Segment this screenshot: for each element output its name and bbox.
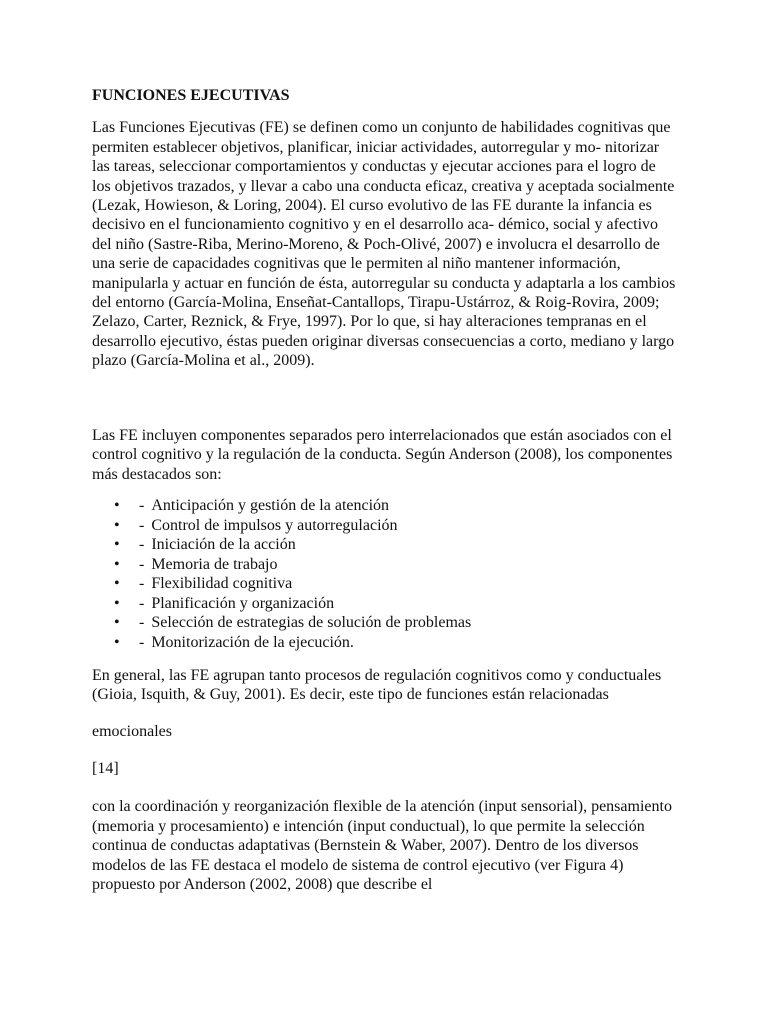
bullet-icon: • [114,516,120,534]
list-item-text: Flexibilidad cognitiva [151,575,293,593]
paragraph-definition: Las Funciones Ejecutivas (FE) se definen como un conjunto de habilidades cognitivas que permiten establecer objetivos, planificar, iniciar actividades, autorregular y mo- nitorizar las tareas, seleccionar comportamientos y conductas y ejecutar acciones para el logro de los objetivos trazados, y llevar a cabo una conducta eficaz, creativa y aceptada socialmente (Lezak, Howieson, & Loring, 2004). El curso evolutivo de las FE durante la infancia es decisivo en el funcionamiento cognitivo y en el desarrollo aca- démico, social y afectivo del niño (Sastre-Riba, Merino-Moreno, & Poch-Olivé, 2007) e involucra el desarrollo de una serie de capacidades cognitivas que le permiten al niño mantener información, manipularla y actuar en función de ésta, autorregular su conducta y adaptarla a los cambios del entorno (García-Molina, Enseñat-Cantallops, Tirapu-Ustárroz, & Roig-Rovira, 2009; Zelazo, Carter, Reznick, & Frye, 1997). Por lo que, si hay alteraciones tempranas en el desarrollo ejecutivo, éstas pueden originar diversas consecuencias a corto, mediano y largo plazo (García-Molina et al., 2009). [92,119,676,370]
list-item [92,496,677,516]
dash-marker: - [139,634,145,652]
list-item-text: Control de impulsos y autorregulación [151,516,398,534]
bullet-icon: • [114,634,120,652]
list-item [92,594,677,614]
bullet-icon: • [114,575,120,593]
bullet-icon: • [114,614,120,632]
paragraph-coordination: con la coordinación y reorganización flexible de la atención (input sensorial), pensamiento (memoria y procesamiento) e intención (input conductual), lo que permite la selección continua de conductas adaptativas (Bernstein & Waber, 2007). Dentro de los diversos modelos de las FE destaca el modelo de sistema de control ejecutivo (ver Figura 4) propuesto por Anderson (2002, 2008) que describe el [92,798,672,893]
dash-marker: - [139,594,145,612]
list-item [92,535,677,555]
components-list [92,496,677,653]
list-item-text: Planificación y organización [151,594,335,612]
list-item [92,633,677,653]
bullet-icon: • [114,555,120,573]
bullet-icon: • [114,536,120,554]
list-item-text: Memoria de trabajo [151,555,278,573]
reference-marker: [14] [92,759,119,777]
list-item-text: Iniciación de la acción [151,536,296,554]
list-item [92,516,677,536]
bullet-icon: • [114,594,120,612]
fragment-emocionales: emocionales [92,723,172,741]
list-item-text: Anticipación y gestión de la atención [151,496,390,514]
paragraph-regulation: En general, las FE agrupan tanto procesos de regulación cognitivos como y conductuales (Gioia, Isquith, & Guy, 2001). Es decir, este tipo de funciones están relacionadas [92,666,662,704]
dash-marker: - [139,614,145,632]
paragraph-components-intro: Las FE incluyen componentes separados pero interrelacionados que están asociados con el control cognitivo y la regulación de la conducta. Según Anderson (2008), los componentes más destacados son: [92,426,673,483]
document-title: FUNCIONES EJECUTIVAS [92,87,290,104]
dash-marker: - [139,536,145,554]
dash-marker: - [139,555,145,573]
list-item [92,613,677,633]
list-item-text: Selección de estrategias de solución de problemas [151,614,472,632]
dash-marker: - [139,496,145,514]
list-item-text: Monitorización de la ejecución. [151,634,354,652]
dash-marker: - [139,516,145,534]
dash-marker: - [139,575,145,593]
bullet-icon: • [114,496,120,514]
document-body [92,86,677,894]
list-item [92,555,677,575]
list-item [92,574,677,594]
